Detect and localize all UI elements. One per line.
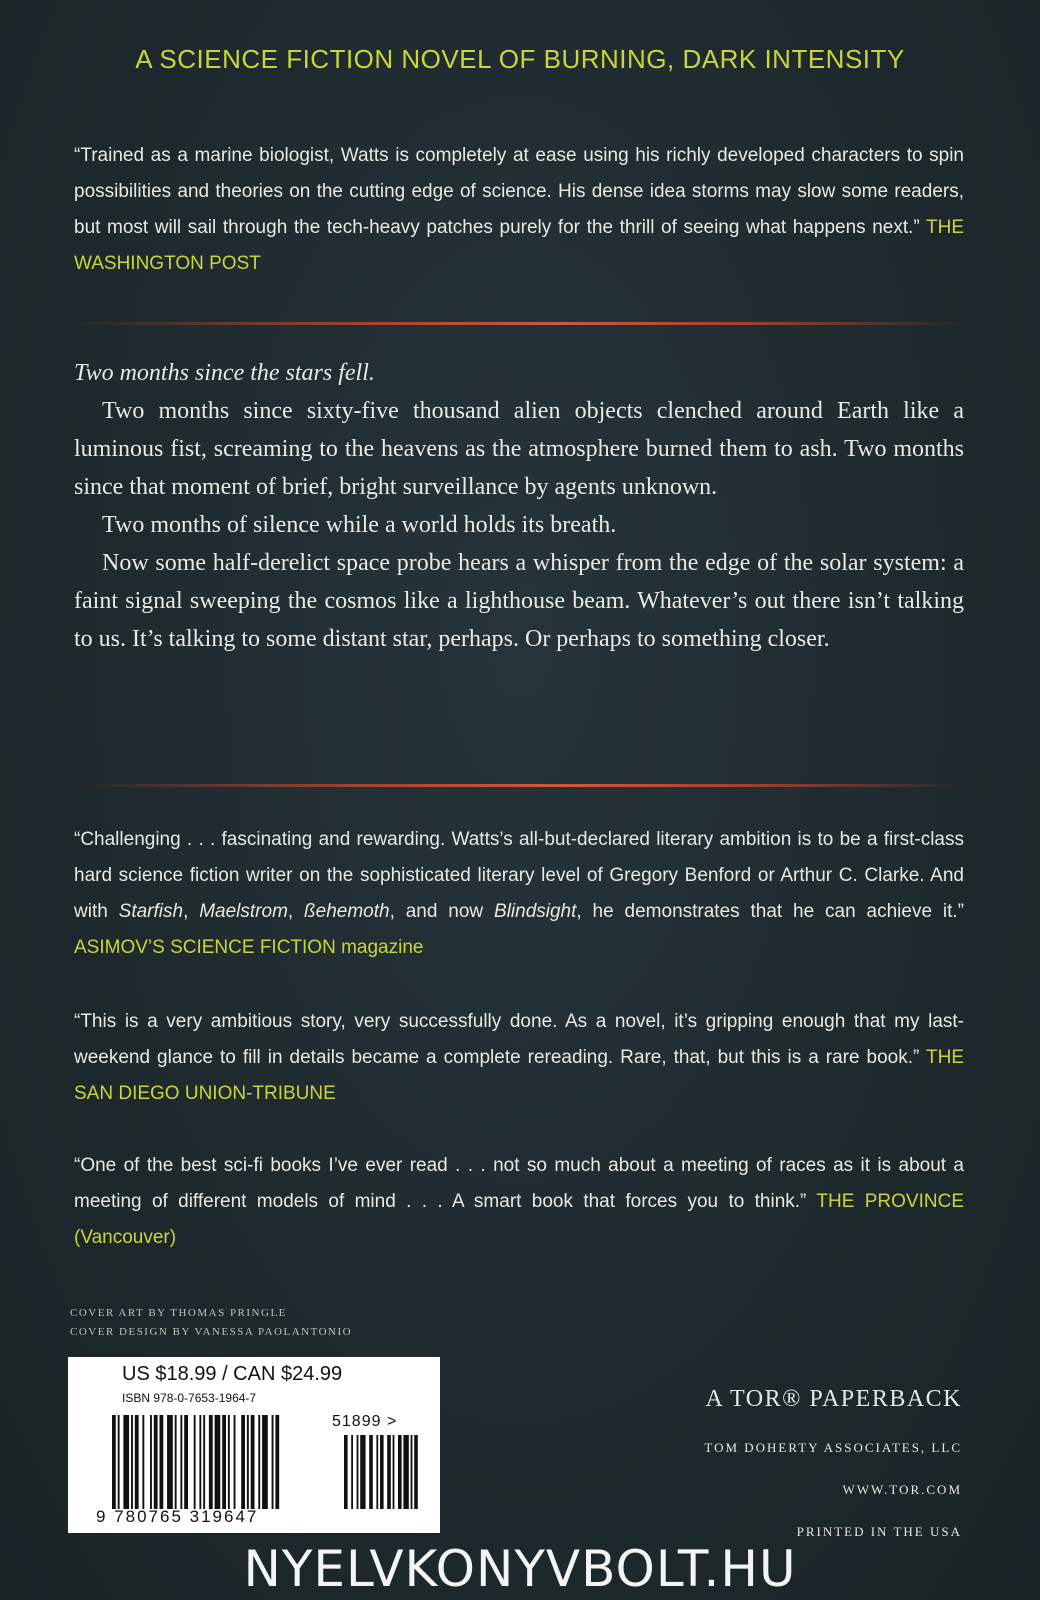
watermark: NYELVKONYVBOLT.HU xyxy=(243,1540,797,1598)
quote-source: THE PROVINCE (Vancouver) xyxy=(74,1191,964,1248)
barcode-addon-number: 51899 > xyxy=(332,1413,398,1430)
review-quote-washington-post xyxy=(74,138,964,282)
quote-source: THE WASHINGTON POST xyxy=(74,217,965,274)
quote-source: THE SAN DIEGO UNION-TRIBUNE xyxy=(74,1047,964,1104)
cover-art-credit: COVER ART BY THOMAS PRINGLE xyxy=(70,1307,287,1319)
book-blurb xyxy=(74,354,964,658)
publisher-imprint: A TOR® PAPERBACK xyxy=(705,1386,962,1412)
printed-in: PRINTED IN THE USA xyxy=(796,1524,962,1539)
publisher-name: TOM DOHERTY ASSOCIATES, LLC xyxy=(704,1440,962,1455)
blurb-paragraph-2: Two months since sixty-five thousand alien objects clenched around Earth like a luminous fist, screaming to the heavens as the atmosphere burned them to ash. Two months since that moment of brief, bright surveillance by agents unknown. xyxy=(74,398,964,500)
tagline: A SCIENCE FICTION NOVEL OF BURNING, DARK INTENSITY xyxy=(135,44,905,74)
price-label: US $18.99 / CAN $24.99 xyxy=(122,1363,343,1385)
book-title-behemoth: ßehemoth xyxy=(304,901,390,922)
quote-text: “One of the best sci-fi books I’ve ever read . . . not so much about a meeting of races as it is about a meeting of different models of mind . . . A smart book that forces you to think.” xyxy=(74,1155,964,1212)
book-title-blindsight: Blindsight xyxy=(494,901,577,922)
book-title-maelstrom: Maelstrom xyxy=(199,901,288,922)
publisher-website: WWW.TOR.COM xyxy=(842,1482,962,1497)
barcode-box xyxy=(68,1357,440,1533)
separator: , xyxy=(287,901,305,922)
blurb-paragraph-4: Now some half-derelict space probe hears a whisper from the edge of the solar system: a faint signal sweeping the cosmos like a lighthouse beam. Whatever’s out there isn’t talking to us. It’s talking to some distant star, perhaps. Or perhaps to something closer. xyxy=(74,550,964,652)
isbn-label: ISBN 978-0-7653-1964-7 xyxy=(122,1391,257,1405)
quote-text: “Trained as a marine biologist, Watts is completely at ease using his richly developed characters to spin possibilities and theories on the cutting edge of science. His dense idea storms may slow some readers, but most will sail through the tech-heavy patches purely for the thrill of seeing what happens next.” xyxy=(74,145,964,238)
barcode-icon xyxy=(112,1415,434,1509)
barcode-number: 9 780765 319647 xyxy=(96,1507,259,1526)
book-title-starfish: Starfish xyxy=(118,901,184,922)
separator: , xyxy=(183,901,200,922)
divider-bottom xyxy=(74,784,964,787)
review-quote-province xyxy=(74,1148,964,1256)
quote-source: ASIMOV’S SCIENCE FICTION magazine xyxy=(74,937,424,958)
cover-design-credit: COVER DESIGN BY VANESSA PAOLANTONIO xyxy=(70,1326,353,1338)
blurb-paragraph-1: Two months since the stars fell. xyxy=(74,360,375,386)
divider-top xyxy=(74,322,964,325)
quote-text: “Challenging . . . fascinating and rewarding. Watts’s all-but-declared literary ambition is to be a first-class hard science fiction writer on the sophisticated literary level of Gregory Benford or Arthur C. Clarke. And with xyxy=(74,829,964,922)
review-quote-san-diego xyxy=(74,1004,964,1112)
quote-text-end: , he demonstrates that he can achieve it.” xyxy=(576,901,965,922)
separator: , and now xyxy=(389,901,495,922)
blurb-paragraph-3: Two months of silence while a world holds its breath. xyxy=(102,512,617,538)
cover-credits xyxy=(70,1304,352,1342)
quote-text: “This is a very ambitious story, very successfully done. As a novel, it’s gripping enough that my last-weekend glance to fill in details became a complete rereading. Rare, that, but this is a rare book.” xyxy=(74,1011,964,1068)
review-quote-asimovs xyxy=(74,822,964,966)
